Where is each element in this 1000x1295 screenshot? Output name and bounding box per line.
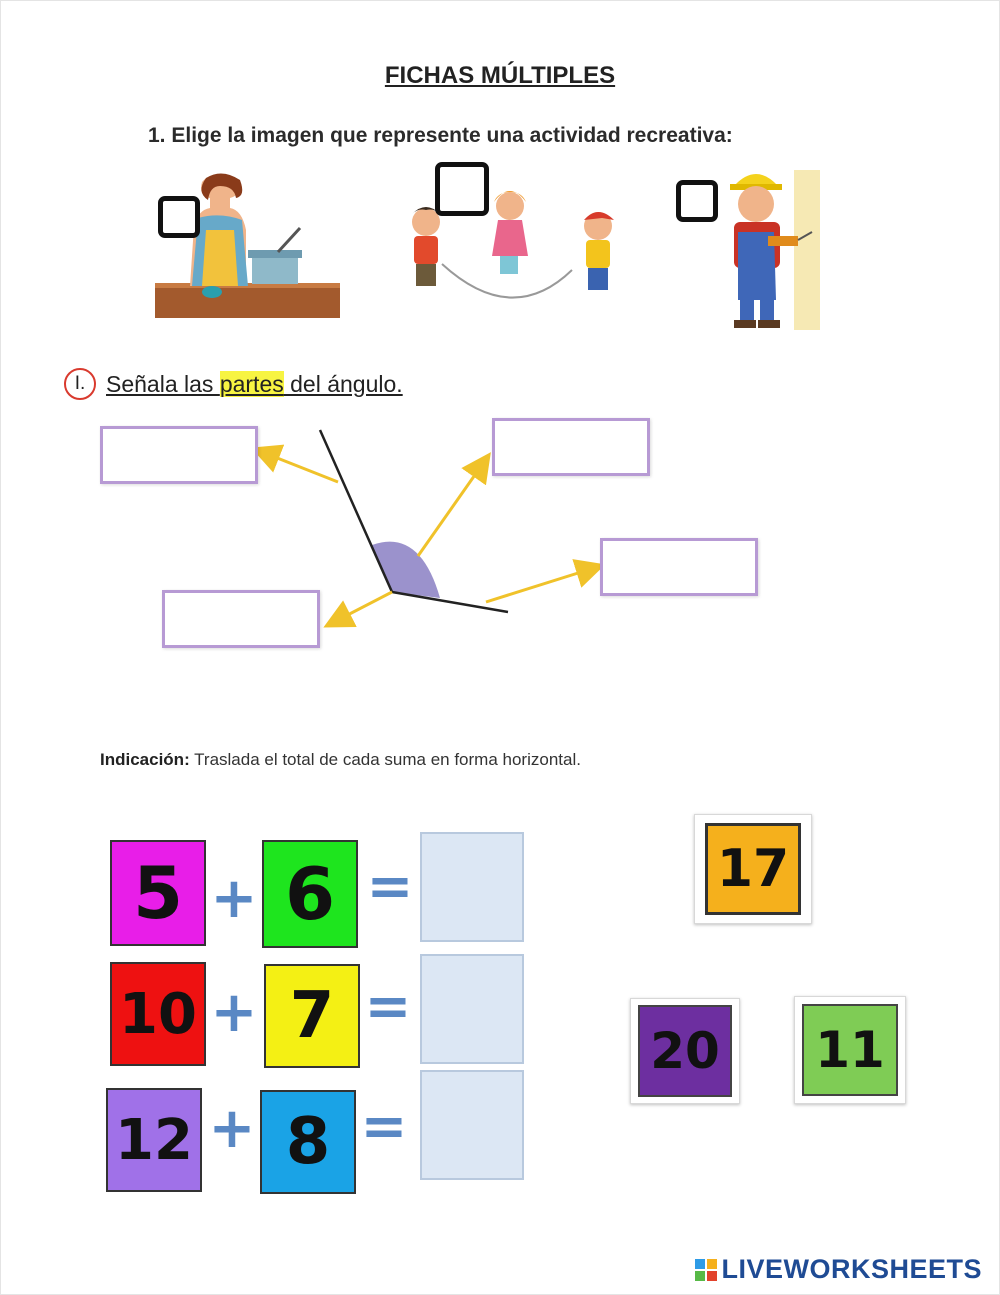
arrow-second-side (486, 568, 594, 602)
indication-label: Indicación: (100, 750, 190, 769)
liveworksheets-logo-icon (695, 1259, 717, 1281)
addend-tile: 10 (110, 962, 206, 1066)
plus-sign: + (210, 865, 258, 931)
answer-option-tile: 20 (638, 1005, 732, 1097)
question-2-number: I. (64, 368, 96, 400)
addend-tile: 5 (110, 840, 206, 946)
equals-sign: = (360, 1093, 408, 1159)
answer-option-20[interactable] (630, 998, 740, 1104)
equals-sign: = (364, 973, 412, 1039)
liveworksheets-logo-text: LIVEWORKSHEETS (721, 1254, 982, 1284)
arrow-angle (418, 462, 484, 556)
answer-option-17[interactable] (694, 814, 812, 924)
arrow-vertex (334, 592, 392, 622)
indication-text (100, 750, 581, 770)
page-title: FICHAS MÚLTIPLES (384, 62, 616, 89)
indication-body: Traslada el total de cada suma en forma horizontal. (189, 750, 581, 769)
answer-option-tile: 11 (802, 1004, 898, 1096)
plus-sign: + (208, 1095, 256, 1161)
sum-drop-zone[interactable] (420, 954, 524, 1064)
answer-box-right[interactable] (600, 538, 758, 596)
equals-sign: = (366, 853, 414, 919)
answer-box-top-left[interactable] (100, 426, 258, 484)
question-2-highlight: partes (219, 370, 284, 397)
addend-tile: 6 (262, 840, 358, 948)
answer-option-11[interactable] (794, 996, 906, 1104)
question-2-text-before: Señala las (106, 370, 220, 397)
liveworksheets-logo (695, 1254, 982, 1285)
question-1-text: Elige la imagen que represente una actividad recreativa: (171, 124, 733, 147)
question-2-text-after: del ángulo. (283, 370, 403, 397)
question-1-number: 1. (148, 124, 166, 147)
answer-box-bottom-left[interactable] (162, 590, 320, 648)
sum-drop-zone[interactable] (420, 1070, 524, 1180)
answer-box-top-right[interactable] (492, 418, 650, 476)
addend-tile: 8 (260, 1090, 356, 1194)
sum-drop-zone[interactable] (420, 832, 524, 942)
addend-tile: 7 (264, 964, 360, 1068)
plus-sign: + (210, 979, 258, 1045)
addend-tile: 12 (106, 1088, 202, 1192)
arrow-side (262, 452, 338, 482)
answer-option-tile: 17 (705, 823, 801, 915)
